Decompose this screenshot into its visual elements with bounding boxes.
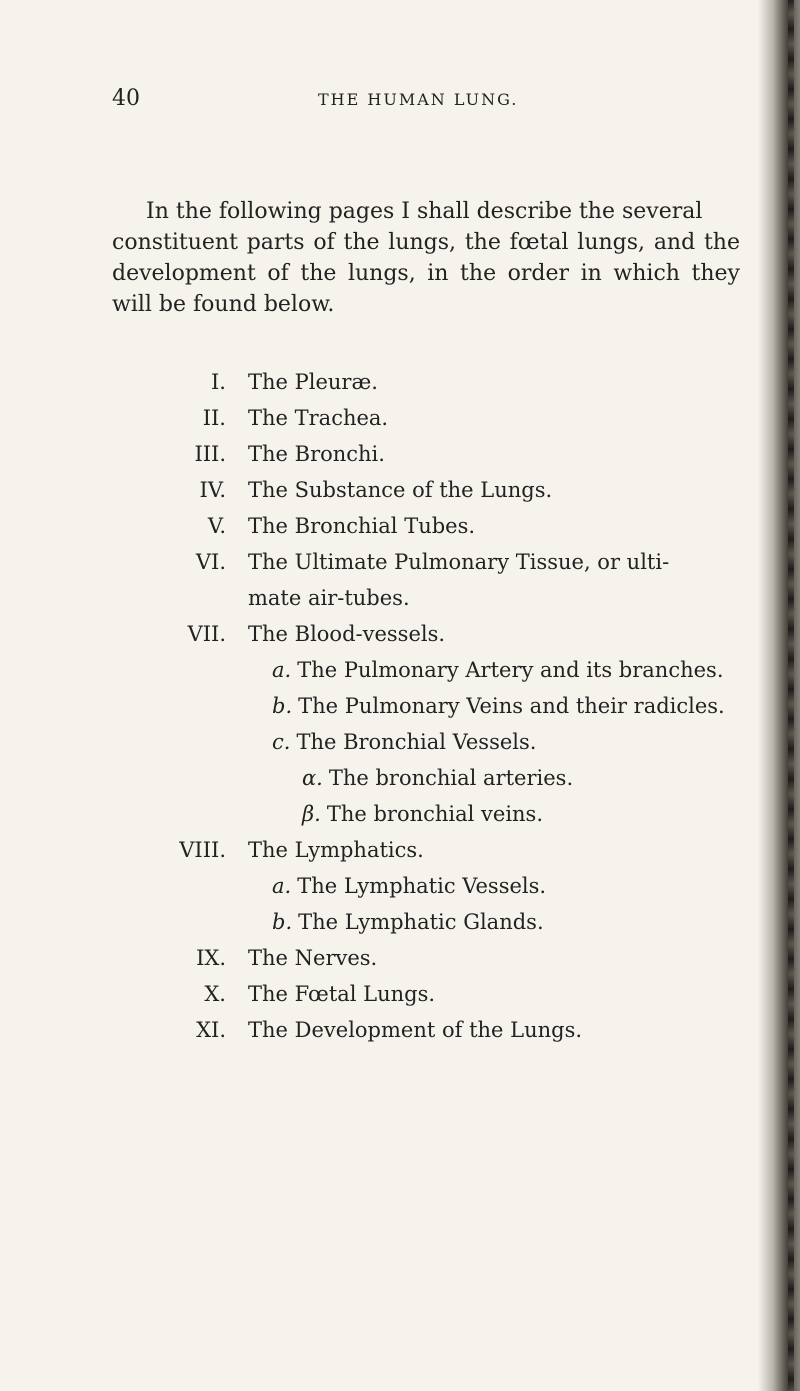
contents-subitem [112, 910, 752, 946]
contents-text: The Trachea. [248, 406, 389, 430]
contents-subitem [112, 730, 752, 766]
contents-text: The Blood-vessels. [248, 622, 446, 646]
contents-numeral: XI. [196, 1018, 226, 1042]
contents-numeral: V. [207, 514, 226, 538]
intro-line: constituent parts of the lungs, the fœtal lungs, and [112, 230, 696, 255]
contents-numeral: VII. [187, 622, 226, 646]
intro-line: In the following pages I shall describe the several [146, 199, 703, 224]
subitem-marker: b. [272, 910, 293, 934]
contents-text: The Lymphatics. [248, 838, 424, 862]
contents-subsubitem [112, 766, 752, 802]
contents-numeral: IV. [199, 478, 226, 502]
contents-item [112, 478, 752, 514]
contents-text: The Development of the Lungs. [248, 1018, 583, 1042]
subitem-text: The Pulmonary Artery and its branches. [297, 658, 724, 682]
subitem-text: The bronchial arteries. [328, 766, 574, 790]
contents-text: mate air-tubes. [248, 586, 410, 610]
contents-subitem [112, 658, 752, 694]
contents-subitem [112, 694, 752, 730]
contents-item [112, 622, 752, 658]
subitem-marker: a. [272, 658, 292, 682]
subitem-marker: c. [272, 730, 291, 754]
contents-numeral: VI. [195, 550, 226, 574]
subitem-marker: b. [272, 694, 293, 718]
intro-paragraph [112, 196, 740, 320]
subitem-marker: a. [272, 874, 292, 898]
contents-numeral: VIII. [179, 838, 226, 862]
contents-text: The Substance of the Lungs. [248, 478, 553, 502]
subitem-marker: β. [302, 802, 321, 826]
subitem-text: The Bronchial Vessels. [296, 730, 537, 754]
contents-item [112, 946, 752, 982]
contents-text: The Bronchi. [248, 442, 385, 466]
contents-item [112, 550, 752, 586]
intro-line: they will be found below. [112, 261, 740, 317]
intro-line: the development of the lungs, in the order in which [112, 230, 740, 286]
contents-numeral: III. [194, 442, 226, 466]
contents-item [112, 406, 752, 442]
contents-subsubitem [112, 802, 752, 838]
contents-list [112, 370, 752, 1054]
subitem-text: The Lymphatic Glands. [298, 910, 544, 934]
page-number: 40 [112, 86, 140, 111]
contents-item [112, 442, 752, 478]
running-title: THE HUMAN LUNG. [318, 90, 519, 109]
contents-text: The Pleuræ. [248, 370, 378, 394]
contents-numeral: I. [211, 370, 226, 394]
contents-numeral: IX. [196, 946, 226, 970]
page-header [112, 86, 752, 116]
page-edge-binding [788, 0, 794, 1391]
contents-item [112, 982, 752, 1018]
subitem-text: The Lymphatic Vessels. [297, 874, 547, 898]
subitem-text: The Pulmonary Veins and their radicles. [298, 694, 725, 718]
contents-item [112, 1018, 752, 1054]
subitem-text: The bronchial veins. [326, 802, 544, 826]
contents-item-continuation [112, 586, 752, 622]
contents-numeral: X. [204, 982, 226, 1006]
contents-item [112, 514, 752, 550]
contents-subitem [112, 874, 752, 910]
contents-text: The Ultimate Pulmonary Tissue, or ulti- [248, 550, 670, 574]
contents-item [112, 370, 752, 406]
contents-text: The Nerves. [248, 946, 378, 970]
subitem-marker: α. [302, 766, 323, 790]
contents-text: The Bronchial Tubes. [248, 514, 476, 538]
contents-text: The Fœtal Lungs. [248, 982, 436, 1006]
contents-numeral: II. [202, 406, 226, 430]
contents-item [112, 838, 752, 874]
